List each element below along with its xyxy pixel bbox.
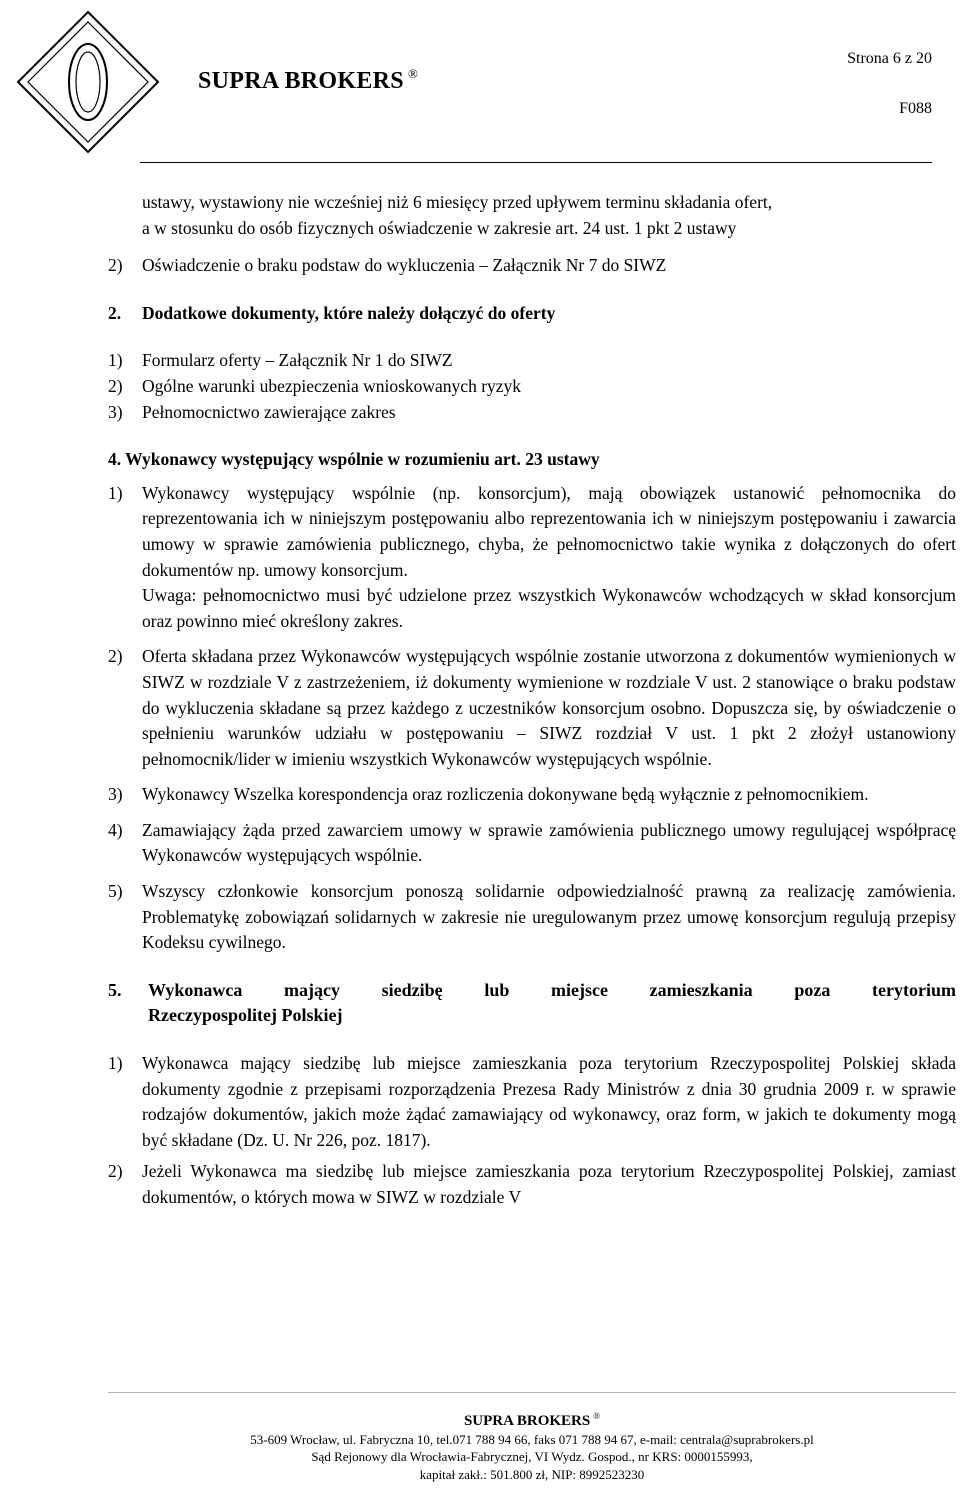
list-item: 4) Zamawiający żąda przed zawarciem umowy w sprawie zamówienia publicznego umowy regulującej współpracę Wykonawców występujących wspólnie. xyxy=(108,819,956,866)
registered-mark: ® xyxy=(407,66,419,81)
form-code: F088 xyxy=(899,100,932,117)
brand-name: SUPRA BROKERS ® xyxy=(198,66,419,94)
intro-paragraph xyxy=(108,190,956,241)
footer-divider xyxy=(108,1392,956,1393)
section-2-heading: 2. Dodatkowe dokumenty, które należy dołączyć do oferty xyxy=(108,302,556,323)
list-item: 2) Ogólne warunki ubezpieczenia wnioskowanych ryzyk xyxy=(108,375,522,396)
section-5-heading: 5. Wykonawca mający siedzibę lub miejsce zamieszkania poza terytorium Rzeczypospolitej Polskiej xyxy=(108,979,956,1026)
section-2-list xyxy=(108,348,956,425)
footer-court-info: Sąd Rejonowy dla Wrocławia-Fabrycznej, VI Wydz. Gospod., nr KRS: 0000155993, xyxy=(311,1449,753,1464)
section-4-heading: 4. Wykonawcy występujący wspólnie w rozumieniu art. 23 ustawy xyxy=(108,449,600,470)
document-body xyxy=(108,190,956,1211)
list-item: 3) Wykonawcy Wszelka korespondencja oraz rozliczenia dokonywane będą wyłącznie z pełnomocnikiem. xyxy=(108,784,869,805)
section-4-list xyxy=(108,481,956,956)
list-item: 2) Jeżeli Wykonawca ma siedzibę lub miejsce zamieszkania poza terytorium Rzeczypospolitej Polskiej, zamiast dokumentów, o których mowa w SIWZ w rozdziale V xyxy=(108,1161,956,1207)
list-item: 2) Oświadczenie o braku podstaw do wykluczenia – Załącznik Nr 7 do SIWZ xyxy=(108,253,956,279)
list-item: 2) Oferta składana przez Wykonawców występujących wspólnie zostanie utworzona z dokumentów wymienionych w SIWZ w rozdziale V z zastrzeżeniem, iż dokumenty wymienione w rozdziale V ust. 2 stanowiące o braku podstaw do wykluczenia składane są przez każdego z uczestników konsorcjum osobno. Dopuszcza się, by oświadczenie o spełnieniu warunków udziału w postępowaniu – SIWZ rozdział V ust. 1 pkt 2 złożył ustanowiony pełnomocnik/lider w imieniu wszystkich Wykonawców występujących wspólnie. xyxy=(108,646,956,769)
section-5-list xyxy=(108,1051,956,1211)
list-item-text: Oświadczenie o braku podstaw do wykluczenia – Załącznik Nr 7 do SIWZ xyxy=(142,255,667,276)
note-text: Uwaga: pełnomocnictwo musi być udzielone przez wszystkich Wykonawców wchodzących w skład konsorcjum oraz powinno mieć określony zakres. xyxy=(142,585,956,631)
footer-address: 53-609 Wrocław, ul. Fabryczna 10, tel.071 788 94 66, faks 071 788 94 67, e-mail: centrala@suprabrokers.pl xyxy=(250,1431,814,1447)
intro-line-1: ustawy, wystawiony nie wcześniej niż 6 miesięcy przed upływem terminu składania ofert, xyxy=(142,192,773,212)
footer-brand: SUPRA BROKERS ® xyxy=(463,1411,601,1429)
company-logo xyxy=(14,8,162,156)
list-item: 5) Wszyscy członkowie konsorcjum ponoszą solidarnie odpowiedzialność prawną za realizację zamówienia. Problematykę zobowiązań solidarnych w zakresie nie uregulowanym przez umowę konsorcjum regulują przepisy Kodeksu cywilnego. xyxy=(108,881,956,953)
page-number: Strona 6 z 20 xyxy=(847,50,932,67)
intro-line-2: a w stosunku do osób fizycznych oświadczenie w zakresie art. 24 ust. 1 pkt 2 ustawy xyxy=(142,217,737,238)
list-item: 1) Formularz oferty – Załącznik Nr 1 do SIWZ xyxy=(108,350,453,371)
list-item: 3) Pełnomocnictwo zawierające zakres xyxy=(108,401,396,422)
footer-capital-info: kapitał zakł.: 501.800 zł, NIP: 8992523230 xyxy=(419,1466,645,1482)
header-divider xyxy=(140,162,932,163)
list-item: 1) Wykonawca mający siedzibę lub miejsce zamieszkania poza terytorium Rzeczypospolitej Polskiej składa dokumenty zgodnie z przepisami rozporządzenia Prezesa Rady Ministrów z dnia 30 grudnia 2009 r. w sprawie rodzajów dokumentów, jakich może żądać zamawiający od wykonawcy, oraz form, w jakich te dokumenty mogą być składane (Dz. U. Nr 226, poz. 1817). xyxy=(108,1053,956,1150)
page-footer xyxy=(0,1408,960,1483)
list-item: 1) Wykonawcy występujący wspólnie (np. konsorcjum), mają obowiązek ustanowić pełnomocnika do reprezentowania ich w niniejszym postępowaniu albo reprezentowania ich w niniejszym postępowaniu i zawarcia umowy w sprawie zamówienia publicznego, chyba, że pełnomocnictwo takie wynika z dołączonych do ofert dokumentów np. umowy konsorcjum. Uwaga: pełnomocnictwo musi być udzielone przez wszystkich Wykonawców wchodzących w skład konsorcjum oraz powinno mieć określony zakres. xyxy=(108,481,956,635)
